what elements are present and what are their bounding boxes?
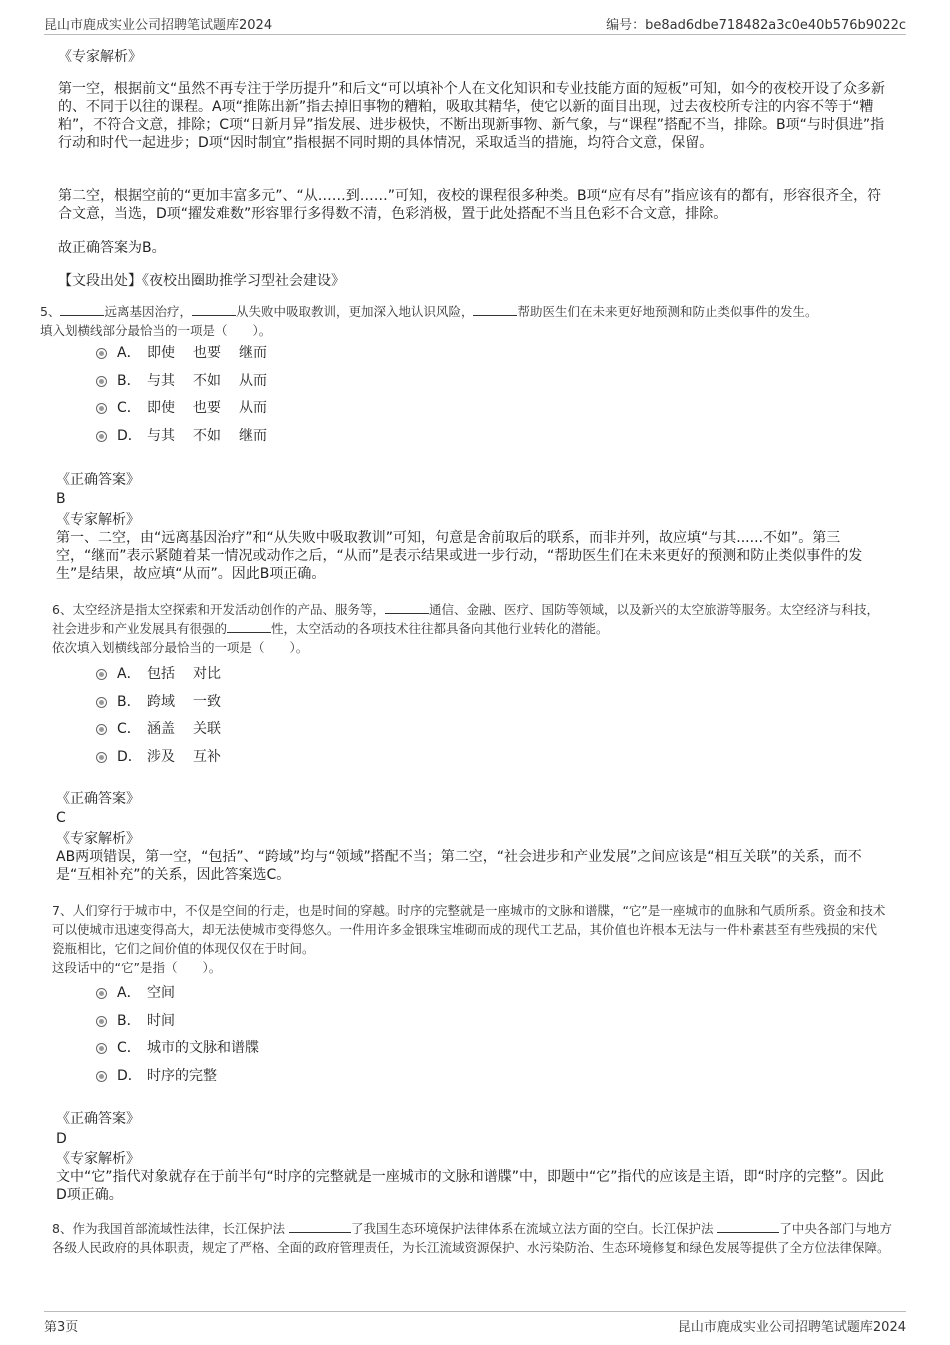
question-prompt: 填入划横线部分最恰当的一项是（ ）。 (40, 323, 272, 338)
option-d[interactable] (96, 744, 239, 772)
correct-answer-title: 《正确答案》 (56, 791, 140, 807)
radio-icon[interactable] (96, 697, 107, 708)
option-word: 关联 (193, 721, 221, 737)
analysis-paragraph: 第二空，根据空前的“更加丰富多元”、“从……到……”可知，夜校的课程很多种类。B项“应有尽有”指应该有的都有，形容很齐全，符合文意，当选，D项“擢发难数”形容罪行多得数不清，色彩消极，置于此处搭配不当且色彩不合文意，排除。 (58, 188, 882, 222)
radio-icon[interactable] (96, 431, 107, 442)
question-prompt: 依次填入划横线部分最恰当的一项是（ ）。 (52, 640, 309, 655)
option-letter: C． (117, 1040, 141, 1056)
radio-icon[interactable] (96, 669, 107, 680)
question-stem (52, 901, 886, 977)
option-c[interactable] (96, 395, 285, 423)
option-c[interactable] (96, 716, 239, 744)
option-letter: A． (117, 666, 141, 682)
option-letter: A． (117, 985, 141, 1001)
radio-icon[interactable] (96, 724, 107, 735)
page-footer (44, 1311, 906, 1338)
option-word: 一致 (193, 693, 221, 710)
option-b[interactable] (96, 689, 239, 717)
question-stem (52, 1219, 896, 1257)
page-number: 第3页 (44, 1320, 79, 1335)
correct-answer: D (56, 1131, 67, 1147)
blank-line (717, 1220, 779, 1233)
blank-line (289, 1220, 351, 1233)
analysis-paragraph: 文中“它”指代对象就存在于前半句“时序的完整就是一座城市的文脉和谱牒”中，即题中“它”指代的应该是主语，即“时序的完整”。因此D项正确。 (56, 1169, 885, 1203)
stem-text: 从失败中吸取教训，更加深入地认识风险， (235, 304, 474, 319)
radio-icon[interactable] (96, 752, 107, 763)
question-stem (52, 600, 886, 657)
question-number: 6、 (52, 602, 73, 617)
correct-answer: C (56, 810, 66, 826)
radio-icon[interactable] (96, 1016, 107, 1027)
option-word: 空间 (147, 985, 175, 1001)
options-list (96, 980, 277, 1090)
option-word: 互补 (193, 748, 221, 765)
option-b[interactable] (96, 368, 285, 396)
radio-icon[interactable] (96, 348, 107, 359)
blank-line (473, 303, 517, 316)
option-word: 对比 (193, 666, 221, 682)
option-word: 从而 (239, 372, 267, 389)
option-word: 时序的完整 (147, 1067, 217, 1084)
correct-answer-title: 《正确答案》 (56, 1111, 140, 1127)
correct-answer: B (56, 491, 66, 507)
option-d[interactable] (96, 1063, 277, 1091)
blank-line (385, 601, 429, 614)
radio-icon[interactable] (96, 403, 107, 414)
option-word: 时间 (147, 1012, 175, 1029)
stem-text: 性，太空活动的各项技术往往都具备向其他行业转化的潜能。 (271, 621, 609, 636)
option-letter: A． (117, 345, 141, 361)
option-word: 即使 (147, 345, 175, 361)
option-word: 涵盖 (147, 721, 175, 737)
option-word: 不如 (193, 427, 221, 444)
option-letter: C． (117, 400, 141, 416)
option-letter: B． (117, 1012, 141, 1029)
analysis-paragraph: 第一空，根据前文“虽然不再专注于学历提升”和后文“可以填补个人在文化知识和专业技能方面的短板”可知，如今的夜校开设了众多新的、不同于以往的课程。A项“推陈出新”指去掉旧事物的糟粕，吸取其精华，使它以新的面目出现，过去夜校所专注的内容不等于“糟粕”，不符合文意，排除；C项“日新月异”指发展、进步极快，不断出现新事物、新气象，与“课程”搭配不当，排除。B项“与时俱进”指行动和时代一起进步；D项“因时制宜”指根据不同时期的具体情况，采取适当的措施，均符合文意，保留。 (58, 81, 886, 151)
radio-icon[interactable] (96, 988, 107, 999)
blank-line (192, 303, 236, 316)
page-header (44, 14, 906, 35)
option-letter: D． (117, 1067, 142, 1084)
expert-analysis-title: 《专家解析》 (56, 831, 140, 847)
option-a[interactable] (96, 340, 285, 368)
expert-analysis-title: 《专家解析》 (56, 512, 140, 528)
header-serial: 编号：be8ad6dbe718482a3c0e40b576b9022c (606, 18, 906, 33)
radio-icon[interactable] (96, 376, 107, 387)
blank-line (227, 620, 271, 633)
analysis-paragraph: AB两项错误，第一空，“包括”、“跨域”均与“领域”搭配不当；第二空，“社会进步和产业发展”之间应该是“相互关联”的关系，而不是“互相补充”的关系，因此答案选C。 (56, 849, 862, 883)
header-title: 昆山市鹿成实业公司招聘笔试题库2024 (44, 18, 273, 33)
options-list (96, 661, 239, 771)
option-word: 也要 (193, 345, 221, 361)
stem-text: 太空经济是指太空探索和开发活动创作的产品、服务等， (72, 602, 385, 617)
option-word: 即使 (147, 400, 175, 416)
option-word: 继而 (239, 345, 267, 361)
stem-text: 人们穿行于城市中，不仅是空间的行走，也是时间的穿越。时序的完整就是一座城市的文脉和谱牒，“它”是一座城市的血脉和气质所系。资金和技术可以使城市迅速变得高大，却无法使城市变得悠久。一件用许多金银珠宝堆砌而成的现代工艺品，其价值也许根本无法与一件朴素甚至有些残损的宋代瓷瓶相比，它们之间价值的体现仅仅在于时间。 (52, 903, 886, 956)
option-c[interactable] (96, 1035, 277, 1063)
footer-title: 昆山市鹿成实业公司招聘笔试题库2024 (677, 1320, 906, 1335)
stem-text: 了中央各部门与地方各级人民政府的具体职责，规定了严格、全面的政府管理责任，为长江流域资源保护、水污染防治、生态环境修复和绿色发展等提供了全方位法律保障。 (52, 1221, 892, 1255)
expert-analysis-title: 《专家解析》 (58, 49, 142, 65)
option-word: 继而 (239, 427, 267, 444)
source-line: 【文段出处】《夜校出圈助推学习型社会建设》 (58, 273, 345, 289)
stem-text: 作为我国首部流域性法律，长江保护法 (72, 1221, 289, 1236)
option-a[interactable] (96, 980, 277, 1008)
stem-text: 帮助医生们在未来更好地预测和防止类似事件的发生。 (517, 304, 818, 319)
answer-conclusion: 故正确答案为B。 (58, 240, 166, 256)
correct-answer-title: 《正确答案》 (56, 472, 140, 488)
radio-icon[interactable] (96, 1071, 107, 1082)
option-d[interactable] (96, 423, 285, 451)
option-letter: D． (117, 427, 142, 444)
option-word: 包括 (147, 666, 175, 682)
question-number: 7、 (52, 903, 73, 918)
option-word: 与其 (147, 427, 175, 444)
stem-text: 通信、金融、医疗、国防等领域，以及新兴的太空旅游等服务。太空经济与科技，社会进步和产业发展具有很强的 (52, 602, 879, 636)
question-stem (40, 302, 898, 340)
option-word: 涉及 (147, 748, 175, 765)
stem-text: 了我国生态环境保护法律体系在流域立法方面的空白。长江保护法 (350, 1221, 718, 1236)
question-number: 8、 (52, 1221, 73, 1236)
analysis-paragraph: 第一、二空，由“远离基因治疗”和“从失败中吸取教训”可知，句意是舍前取后的联系，而非并列，故应填“与其......不如”。第三空，“继而”表示紧随着某一情况或动作之后，“从而”是表示结果或进一步行动，“帮助医生们在未来更好的预测和防止类似事件的发生”是结果，故应填“从而”。因此B项正确。 (56, 530, 863, 582)
option-letter: C． (117, 721, 141, 737)
option-word: 从而 (239, 400, 267, 416)
option-word: 也要 (193, 400, 221, 416)
blank-line (60, 303, 104, 316)
option-letter: B． (117, 372, 141, 389)
option-letter: B． (117, 693, 141, 710)
stem-text: 远离基因治疗， (104, 304, 192, 319)
radio-icon[interactable] (96, 1043, 107, 1054)
option-letter: D． (117, 748, 142, 765)
option-b[interactable] (96, 1008, 277, 1036)
options-list (96, 340, 285, 450)
option-a[interactable] (96, 661, 239, 689)
option-word: 与其 (147, 372, 175, 389)
question-number: 5、 (40, 304, 61, 319)
option-word: 跨域 (147, 693, 175, 710)
expert-analysis-title: 《专家解析》 (56, 1151, 140, 1167)
option-word: 不如 (193, 372, 221, 389)
question-prompt: 这段话中的“它”是指（ ）。 (52, 960, 222, 975)
option-word: 城市的文脉和谱牒 (147, 1040, 259, 1056)
